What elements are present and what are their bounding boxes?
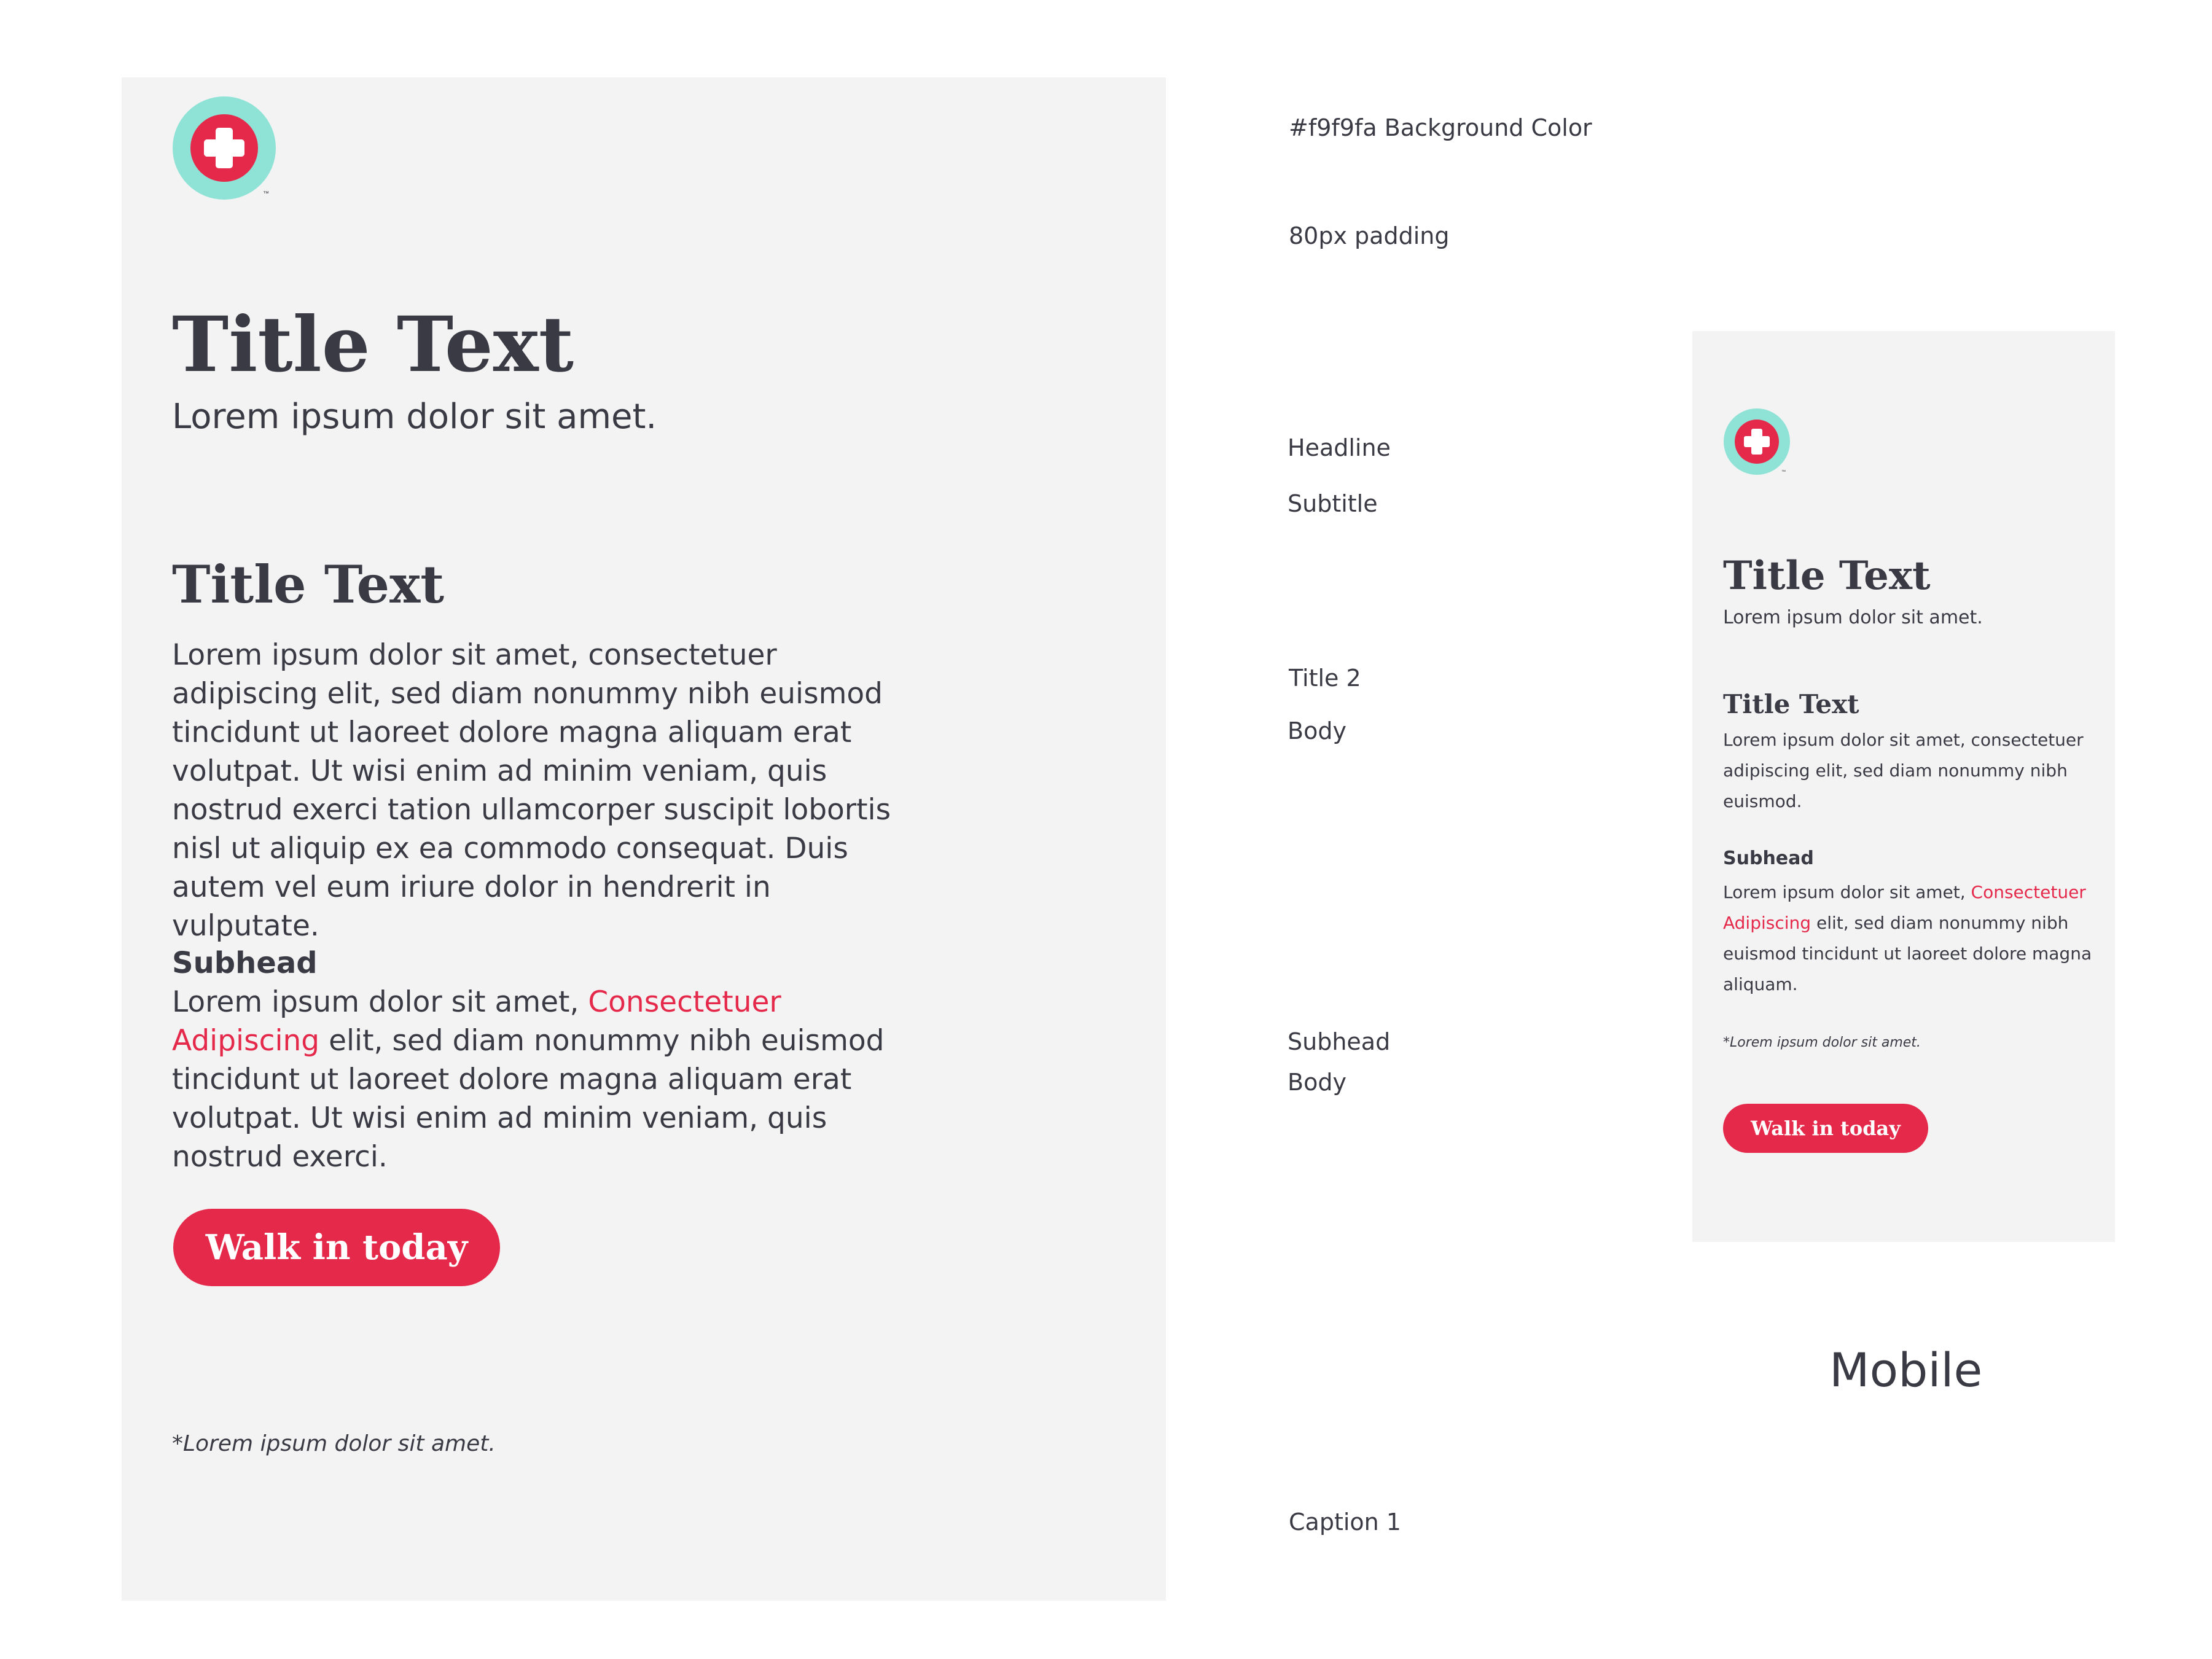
mobile-caption: *Lorem ipsum dolor sit amet. xyxy=(1723,1035,1921,1050)
title-2: Title Text xyxy=(172,554,445,615)
medical-cross-icon xyxy=(1723,408,1791,475)
mobile-body-2-link[interactable]: Consectetuer Adipiscing xyxy=(1723,882,2086,933)
subhead: Subhead xyxy=(172,946,318,980)
annotation-subhead: Subhead xyxy=(1288,1028,1391,1055)
svg-text:™: ™ xyxy=(263,190,269,197)
annotation-background: #f9f9fa Background Color xyxy=(1289,114,1592,141)
caption-text: Lorem ipsum dolor sit amet. xyxy=(183,1431,496,1456)
walk-in-button[interactable]: Walk in today xyxy=(173,1209,500,1286)
body-text-2 xyxy=(172,983,909,1176)
mobile-body-2-suffix: elit, sed diam nonummy nibh euismod tincidunt ut laoreet dolore magna aliquam. xyxy=(1723,913,2092,994)
mobile-body-text-2 xyxy=(1723,877,2098,1000)
annotation-title-2: Title 2 xyxy=(1289,665,1361,692)
mobile-subhead: Subhead xyxy=(1723,848,1814,869)
body-2-suffix: elit, sed diam nonummy nibh euismod tincidunt ut laoreet dolore magna aliquam erat volutpat. Ut wisi enim ad minim veniam, quis nostrud exerci. xyxy=(172,1024,885,1174)
caption-asterisk: * xyxy=(172,1431,183,1456)
body-2-link[interactable]: Consectetuer Adipiscing xyxy=(172,985,781,1058)
mobile-headline: Title Text xyxy=(1723,553,1931,599)
mobile-label: Mobile xyxy=(1829,1343,1983,1397)
mobile-title-2: Title Text xyxy=(1723,689,1859,719)
annotation-body-2: Body xyxy=(1288,1069,1346,1096)
medical-cross-icon xyxy=(172,96,276,200)
subtitle: Lorem ipsum dolor sit amet. xyxy=(172,397,657,437)
annotation-subtitle: Subtitle xyxy=(1288,490,1378,517)
svg-text:™: ™ xyxy=(1781,470,1786,474)
annotation-body: Body xyxy=(1288,717,1346,744)
body-text: Lorem ipsum dolor sit amet, consectetuer adipiscing elit, sed diam nonummy nibh euismod tincidunt ut laoreet dolore magna aliquam erat volutpat. Ut wisi enim ad minim veniam, quis nostrud exerci tation ullamcorper suscipit lobortis nisl ut aliquip ex ea commodo consequat. Duis autem vel eum iriure dolor in hendrerit in vulputate. xyxy=(172,638,891,943)
mobile-body-2-prefix: Lorem ipsum dolor sit amet, xyxy=(1723,882,1971,902)
caption xyxy=(172,1431,496,1456)
mobile-subtitle: Lorem ipsum dolor sit amet. xyxy=(1723,607,1983,628)
annotation-padding: 80px padding xyxy=(1289,222,1450,249)
body-2-prefix: Lorem ipsum dolor sit amet, xyxy=(172,985,588,1019)
headline: Title Text xyxy=(172,300,574,389)
annotation-caption: Caption 1 xyxy=(1289,1509,1401,1536)
mobile-walk-in-button[interactable]: Walk in today xyxy=(1723,1104,1928,1153)
mobile-body-text: Lorem ipsum dolor sit amet, consectetuer adipiscing elit, sed diam nonummy nibh euismod. xyxy=(1723,730,2084,811)
annotation-headline: Headline xyxy=(1288,434,1391,461)
